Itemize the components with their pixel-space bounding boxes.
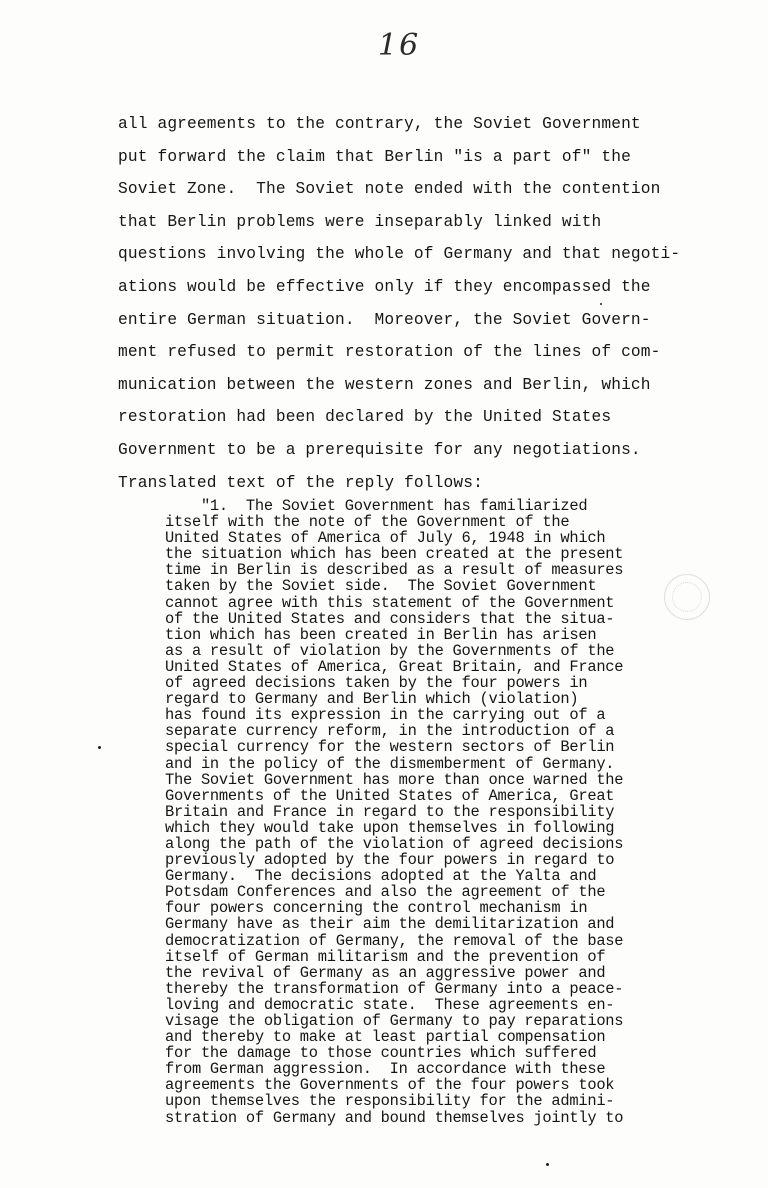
ink-speck (546, 1163, 549, 1166)
quote-line: thereby the transformation of Germany into a peace- (165, 979, 624, 998)
body-line: ations would be effective only if they encompassed the (118, 277, 651, 296)
body-line: Soviet Zone. The Soviet note ended with the contention (118, 180, 661, 199)
body-line: Translated text of the reply follows: (118, 473, 483, 492)
archive-stamp (664, 574, 710, 620)
body-line: Government to be a prerequisite for any negotiations. (118, 440, 641, 459)
quote-line: itself with the note of the Government of the (165, 513, 570, 532)
quote-line: tion which has been created in Berlin has arisen (165, 625, 597, 644)
quote-line: along the path of the violation of agreed decisions (165, 834, 624, 853)
body-paragraph (118, 108, 718, 499)
quote-line: time in Berlin is described as a result of measures (165, 561, 624, 580)
quote-line: the situation which has been created at the present (165, 545, 624, 564)
quote-line: United States of America, Great Britain, and France (165, 657, 624, 676)
quote-line: democratization of Germany, the removal of the base (165, 931, 624, 950)
quote-line: and thereby to make at least partial compensation (165, 1028, 606, 1047)
ink-speck (98, 746, 101, 749)
archive-stamp-inner (672, 582, 702, 612)
quote-line: and in the policy of the dismemberment of Germany. (165, 754, 615, 773)
quote-line: agreements the Governments of the four powers took (165, 1076, 615, 1095)
quote-line: as a result of violation by the Governments of the (165, 641, 615, 660)
body-line: that Berlin problems were inseparably linked with (118, 212, 602, 231)
quote-line: the revival of Germany as an aggressive power and (165, 963, 606, 982)
quote-line: stration of Germany and bound themselves jointly to (165, 1108, 624, 1127)
quote-line: taken by the Soviet side. The Soviet Government (165, 577, 597, 596)
quote-line: for the damage to those countries which suffered (165, 1044, 597, 1063)
quote-line: upon themselves the responsibility for the admini- (165, 1092, 615, 1111)
quote-line: previously adopted by the four powers in regard to (165, 851, 615, 870)
body-line: entire German situation. Moreover, the Soviet Govern- (118, 310, 651, 329)
body-line: all agreements to the contrary, the Soviet Government (118, 115, 641, 133)
quote-line: loving and democratic state. These agreements en- (165, 995, 615, 1014)
quote-line: "1. The Soviet Government has familiarized (165, 497, 588, 515)
ink-speck (600, 303, 602, 305)
quote-line: separate currency reform, in the introduction of a (165, 722, 615, 741)
quote-line: Governments of the United States of America, Great (165, 786, 615, 805)
quote-line: Potsdam Conferences and also the agreement of the (165, 883, 606, 902)
quote-line: from German aggression. In accordance with these (165, 1060, 606, 1079)
quote-line: itself of German militarism and the prevention of (165, 947, 606, 966)
quote-line: of agreed decisions taken by the four powers in (165, 674, 588, 693)
quote-line: The Soviet Government has more than once warned the (165, 770, 624, 789)
quote-line: Britain and France in regard to the responsibility (165, 802, 615, 821)
quote-line: special currency for the western sectors of Berlin (165, 738, 615, 757)
quote-line: which they would take upon themselves in following (165, 818, 615, 837)
quote-line: regard to Germany and Berlin which (violation) (165, 690, 579, 709)
body-line: restoration had been declared by the United States (118, 408, 612, 427)
quote-line: four powers concerning the control mechanism in (165, 899, 588, 918)
page-number: 16 (378, 28, 421, 63)
quoted-note (165, 498, 725, 1126)
body-line: put forward the claim that Berlin "is a part of" the (118, 147, 631, 166)
body-line: ment refused to permit restoration of the lines of com- (118, 343, 661, 362)
body-line: questions involving the whole of Germany and that negoti- (118, 245, 681, 264)
quote-line: Germany. The decisions adopted at the Yalta and (165, 867, 597, 886)
quote-line: of the United States and considers that the situa- (165, 609, 615, 628)
quote-line: has found its expression in the carrying out of a (165, 706, 606, 725)
body-line: munication between the western zones and Berlin, which (118, 375, 651, 394)
quote-line: cannot agree with this statement of the Government (165, 593, 615, 612)
quote-line: Germany have as their aim the demilitarization and (165, 915, 615, 934)
quote-line: United States of America of July 6, 1948 in which (165, 529, 606, 548)
quote-line: visage the obligation of Germany to pay reparations (165, 1012, 624, 1030)
